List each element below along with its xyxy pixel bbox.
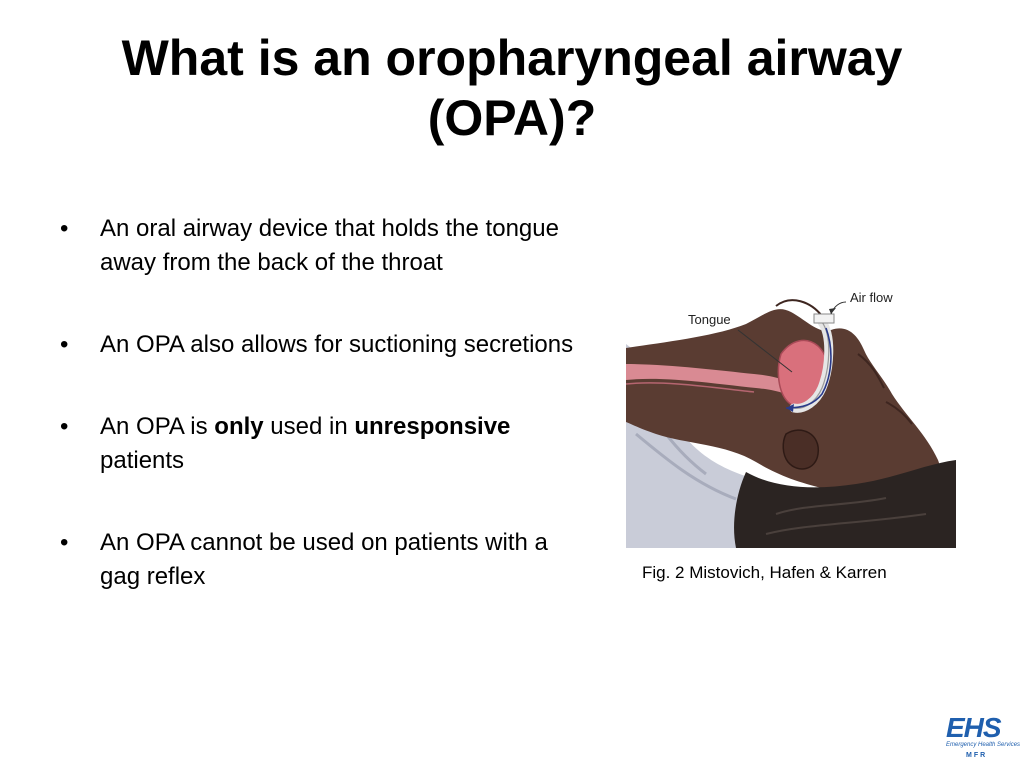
tongue-label: Tongue — [688, 312, 731, 327]
logo-subtext: Emergency Health Services — [946, 742, 1021, 748]
bullet-item — [60, 410, 580, 478]
bullet-text: used in — [263, 413, 355, 440]
ehs-logo — [940, 712, 1020, 764]
slide-title: What is an oropharyngeal airway (OPA)? — [121, 30, 903, 146]
logo-text: EHS — [946, 712, 1001, 743]
bullet-item: • An OPA also allows for suctioning secretions — [60, 328, 580, 362]
bullet-item: • An oral airway device that holds the tongue away from the back of the throat — [60, 212, 580, 280]
airflow-label: Air flow — [850, 290, 893, 305]
bullet-item: • An OPA cannot be used on patients with a gag reflex — [60, 526, 580, 594]
bullet-text: patients — [100, 447, 185, 474]
opa-illustration — [626, 284, 956, 548]
bullet-list — [60, 212, 580, 642]
bullet-emphasis: only — [214, 413, 264, 440]
bullet-text: An OPA is — [100, 413, 215, 440]
bullet-emphasis: unresponsive — [354, 413, 511, 440]
figure-caption: Fig. 2 Mistovich, Hafen & Karren — [642, 563, 887, 582]
logo-code: MFR — [966, 752, 988, 759]
